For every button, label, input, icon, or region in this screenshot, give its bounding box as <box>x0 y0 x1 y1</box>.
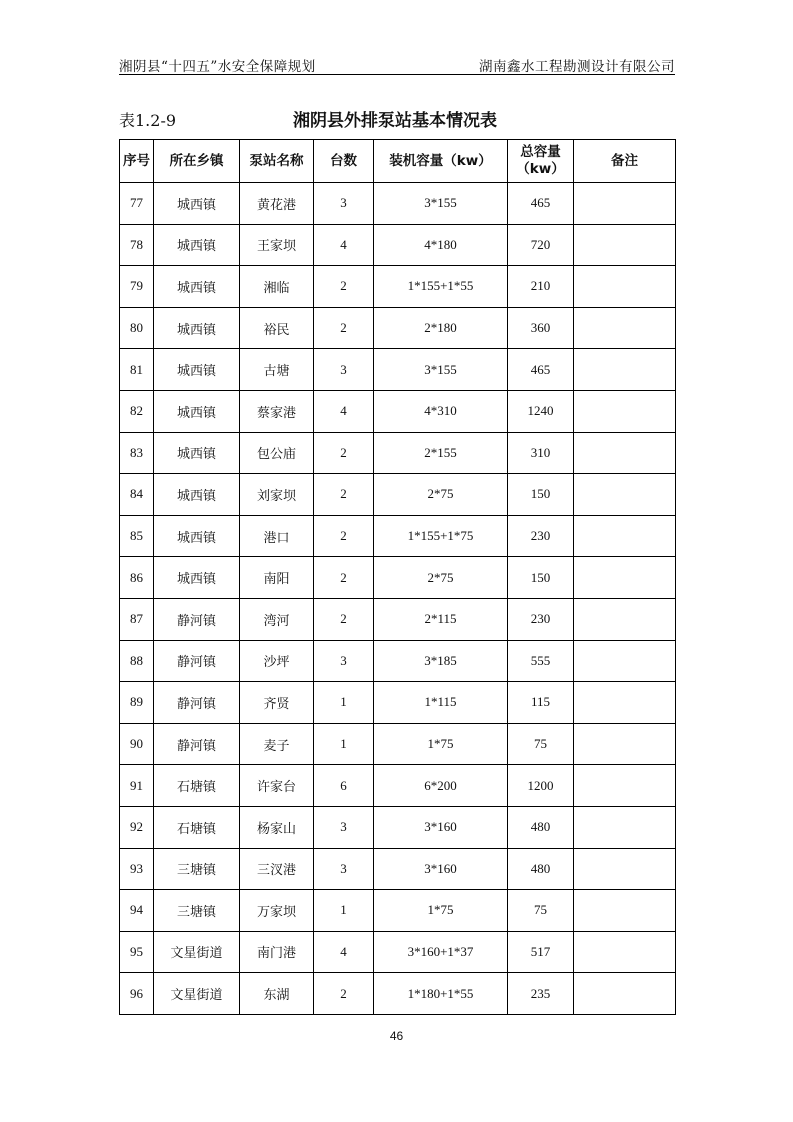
cell-station: 蔡家港 <box>240 390 314 432</box>
col-header-remarks: 备注 <box>574 140 676 183</box>
cell-town: 城西镇 <box>154 515 240 557</box>
cell-station: 古塘 <box>240 349 314 391</box>
cell-capacity: 1*155+1*75 <box>374 515 508 557</box>
cell-town: 城西镇 <box>154 307 240 349</box>
table-row <box>120 515 676 557</box>
cell-remarks <box>574 432 676 474</box>
cell-index: 87 <box>120 598 154 640</box>
cell-remarks <box>574 973 676 1015</box>
table-title: 湘阴县外排泵站基本情况表 <box>293 111 497 131</box>
cell-units: 1 <box>314 723 374 765</box>
cell-index: 90 <box>120 723 154 765</box>
table-body <box>120 183 676 1015</box>
pump-station-table <box>119 139 676 1015</box>
col-header-total: 总容量 （kw） <box>508 140 574 183</box>
table-row <box>120 765 676 807</box>
cell-index: 83 <box>120 432 154 474</box>
cell-capacity: 3*185 <box>374 640 508 682</box>
cell-remarks <box>574 640 676 682</box>
cell-town: 城西镇 <box>154 474 240 516</box>
cell-index: 79 <box>120 266 154 308</box>
table-row <box>120 266 676 308</box>
cell-town: 城西镇 <box>154 183 240 225</box>
cell-index: 94 <box>120 890 154 932</box>
table-row <box>120 307 676 349</box>
cell-remarks <box>574 931 676 973</box>
cell-units: 2 <box>314 307 374 349</box>
cell-index: 86 <box>120 557 154 599</box>
cell-units: 4 <box>314 390 374 432</box>
cell-station: 包公庙 <box>240 432 314 474</box>
header-company: 湖南鑫水工程勘测设计有限公司 <box>479 59 675 75</box>
cell-total: 230 <box>508 515 574 557</box>
cell-remarks <box>574 349 676 391</box>
cell-total: 720 <box>508 224 574 266</box>
cell-town: 三塘镇 <box>154 848 240 890</box>
cell-total: 480 <box>508 806 574 848</box>
cell-units: 2 <box>314 266 374 308</box>
col-header-station: 泵站名称 <box>240 140 314 183</box>
cell-index: 82 <box>120 390 154 432</box>
cell-capacity: 2*180 <box>374 307 508 349</box>
cell-station: 王家坝 <box>240 224 314 266</box>
cell-town: 城西镇 <box>154 557 240 599</box>
cell-index: 95 <box>120 931 154 973</box>
cell-index: 77 <box>120 183 154 225</box>
cell-station: 麦子 <box>240 723 314 765</box>
table-row <box>120 806 676 848</box>
cell-town: 石塘镇 <box>154 765 240 807</box>
table-row <box>120 890 676 932</box>
cell-station: 湾河 <box>240 598 314 640</box>
cell-units: 2 <box>314 973 374 1015</box>
cell-total: 517 <box>508 931 574 973</box>
cell-remarks <box>574 598 676 640</box>
col-header-units: 台数 <box>314 140 374 183</box>
cell-remarks <box>574 557 676 599</box>
cell-units: 4 <box>314 224 374 266</box>
cell-station: 三汊港 <box>240 848 314 890</box>
cell-remarks <box>574 307 676 349</box>
cell-remarks <box>574 806 676 848</box>
cell-remarks <box>574 390 676 432</box>
cell-station: 刘家坝 <box>240 474 314 516</box>
table-row <box>120 183 676 225</box>
cell-units: 3 <box>314 183 374 225</box>
cell-town: 城西镇 <box>154 349 240 391</box>
cell-units: 3 <box>314 848 374 890</box>
col-header-index: 序号 <box>120 140 154 183</box>
table-row <box>120 973 676 1015</box>
cell-town: 城西镇 <box>154 224 240 266</box>
table-row <box>120 349 676 391</box>
cell-capacity: 3*160 <box>374 848 508 890</box>
cell-town: 静河镇 <box>154 598 240 640</box>
cell-total: 480 <box>508 848 574 890</box>
table-header-row <box>120 140 676 183</box>
cell-units: 3 <box>314 349 374 391</box>
cell-index: 89 <box>120 682 154 724</box>
cell-units: 4 <box>314 931 374 973</box>
cell-units: 2 <box>314 515 374 557</box>
table-row <box>120 682 676 724</box>
cell-total: 1200 <box>508 765 574 807</box>
cell-capacity: 2*155 <box>374 432 508 474</box>
cell-units: 3 <box>314 640 374 682</box>
cell-units: 2 <box>314 432 374 474</box>
cell-capacity: 3*160 <box>374 806 508 848</box>
table-row <box>120 432 676 474</box>
cell-total: 555 <box>508 640 574 682</box>
cell-total: 465 <box>508 349 574 391</box>
cell-town: 静河镇 <box>154 723 240 765</box>
cell-town: 静河镇 <box>154 640 240 682</box>
cell-station: 万家坝 <box>240 890 314 932</box>
cell-units: 2 <box>314 557 374 599</box>
cell-station: 裕民 <box>240 307 314 349</box>
cell-station: 东湖 <box>240 973 314 1015</box>
cell-total: 230 <box>508 598 574 640</box>
cell-town: 三塘镇 <box>154 890 240 932</box>
table-row <box>120 474 676 516</box>
cell-capacity: 6*200 <box>374 765 508 807</box>
col-header-capacity: 装机容量（kw） <box>374 140 508 183</box>
cell-capacity: 2*75 <box>374 474 508 516</box>
cell-remarks <box>574 682 676 724</box>
cell-capacity: 1*75 <box>374 723 508 765</box>
cell-remarks <box>574 515 676 557</box>
cell-station: 许家台 <box>240 765 314 807</box>
cell-remarks <box>574 848 676 890</box>
cell-capacity: 2*115 <box>374 598 508 640</box>
table-row <box>120 390 676 432</box>
cell-index: 84 <box>120 474 154 516</box>
cell-town: 城西镇 <box>154 266 240 308</box>
cell-total: 465 <box>508 183 574 225</box>
cell-town: 石塘镇 <box>154 806 240 848</box>
table-row <box>120 723 676 765</box>
cell-index: 88 <box>120 640 154 682</box>
cell-total: 115 <box>508 682 574 724</box>
cell-town: 文星街道 <box>154 931 240 973</box>
cell-index: 91 <box>120 765 154 807</box>
cell-station: 黄花港 <box>240 183 314 225</box>
cell-town: 文星街道 <box>154 973 240 1015</box>
page-number: 46 <box>389 1029 404 1043</box>
cell-total: 150 <box>508 557 574 599</box>
cell-remarks <box>574 890 676 932</box>
cell-town: 静河镇 <box>154 682 240 724</box>
cell-capacity: 4*180 <box>374 224 508 266</box>
col-header-town: 所在乡镇 <box>154 140 240 183</box>
cell-station: 南阳 <box>240 557 314 599</box>
cell-capacity: 3*155 <box>374 183 508 225</box>
cell-units: 1 <box>314 890 374 932</box>
cell-station: 湘临 <box>240 266 314 308</box>
cell-station: 港口 <box>240 515 314 557</box>
table-row <box>120 848 676 890</box>
cell-remarks <box>574 266 676 308</box>
table-row <box>120 640 676 682</box>
cell-total: 235 <box>508 973 574 1015</box>
cell-units: 2 <box>314 474 374 516</box>
cell-total: 150 <box>508 474 574 516</box>
table-row <box>120 224 676 266</box>
cell-remarks <box>574 765 676 807</box>
cell-total: 1240 <box>508 390 574 432</box>
cell-capacity: 3*160+1*37 <box>374 931 508 973</box>
cell-remarks <box>574 723 676 765</box>
cell-index: 96 <box>120 973 154 1015</box>
table-row <box>120 557 676 599</box>
cell-station: 南门港 <box>240 931 314 973</box>
cell-index: 81 <box>120 349 154 391</box>
cell-units: 2 <box>314 598 374 640</box>
cell-index: 85 <box>120 515 154 557</box>
cell-capacity: 4*310 <box>374 390 508 432</box>
cell-station: 齐贤 <box>240 682 314 724</box>
cell-index: 80 <box>120 307 154 349</box>
cell-remarks <box>574 183 676 225</box>
cell-units: 3 <box>314 806 374 848</box>
cell-units: 6 <box>314 765 374 807</box>
table-row <box>120 931 676 973</box>
cell-station: 沙坪 <box>240 640 314 682</box>
cell-station: 杨家山 <box>240 806 314 848</box>
cell-total: 75 <box>508 723 574 765</box>
cell-total: 75 <box>508 890 574 932</box>
cell-units: 1 <box>314 682 374 724</box>
cell-town: 城西镇 <box>154 432 240 474</box>
cell-total: 360 <box>508 307 574 349</box>
cell-capacity: 3*155 <box>374 349 508 391</box>
cell-capacity: 2*75 <box>374 557 508 599</box>
cell-total: 210 <box>508 266 574 308</box>
cell-town: 城西镇 <box>154 390 240 432</box>
cell-remarks <box>574 224 676 266</box>
header-doc-title: 湘阴县“十四五”水安全保障规划 <box>119 59 316 75</box>
page-header <box>119 52 675 75</box>
table-row <box>120 598 676 640</box>
cell-capacity: 1*180+1*55 <box>374 973 508 1015</box>
cell-capacity: 1*155+1*55 <box>374 266 508 308</box>
cell-capacity: 1*115 <box>374 682 508 724</box>
table-number: 表1.2-9 <box>119 111 177 130</box>
cell-index: 78 <box>120 224 154 266</box>
cell-remarks <box>574 474 676 516</box>
cell-capacity: 1*75 <box>374 890 508 932</box>
cell-total: 310 <box>508 432 574 474</box>
cell-index: 93 <box>120 848 154 890</box>
cell-index: 92 <box>120 806 154 848</box>
